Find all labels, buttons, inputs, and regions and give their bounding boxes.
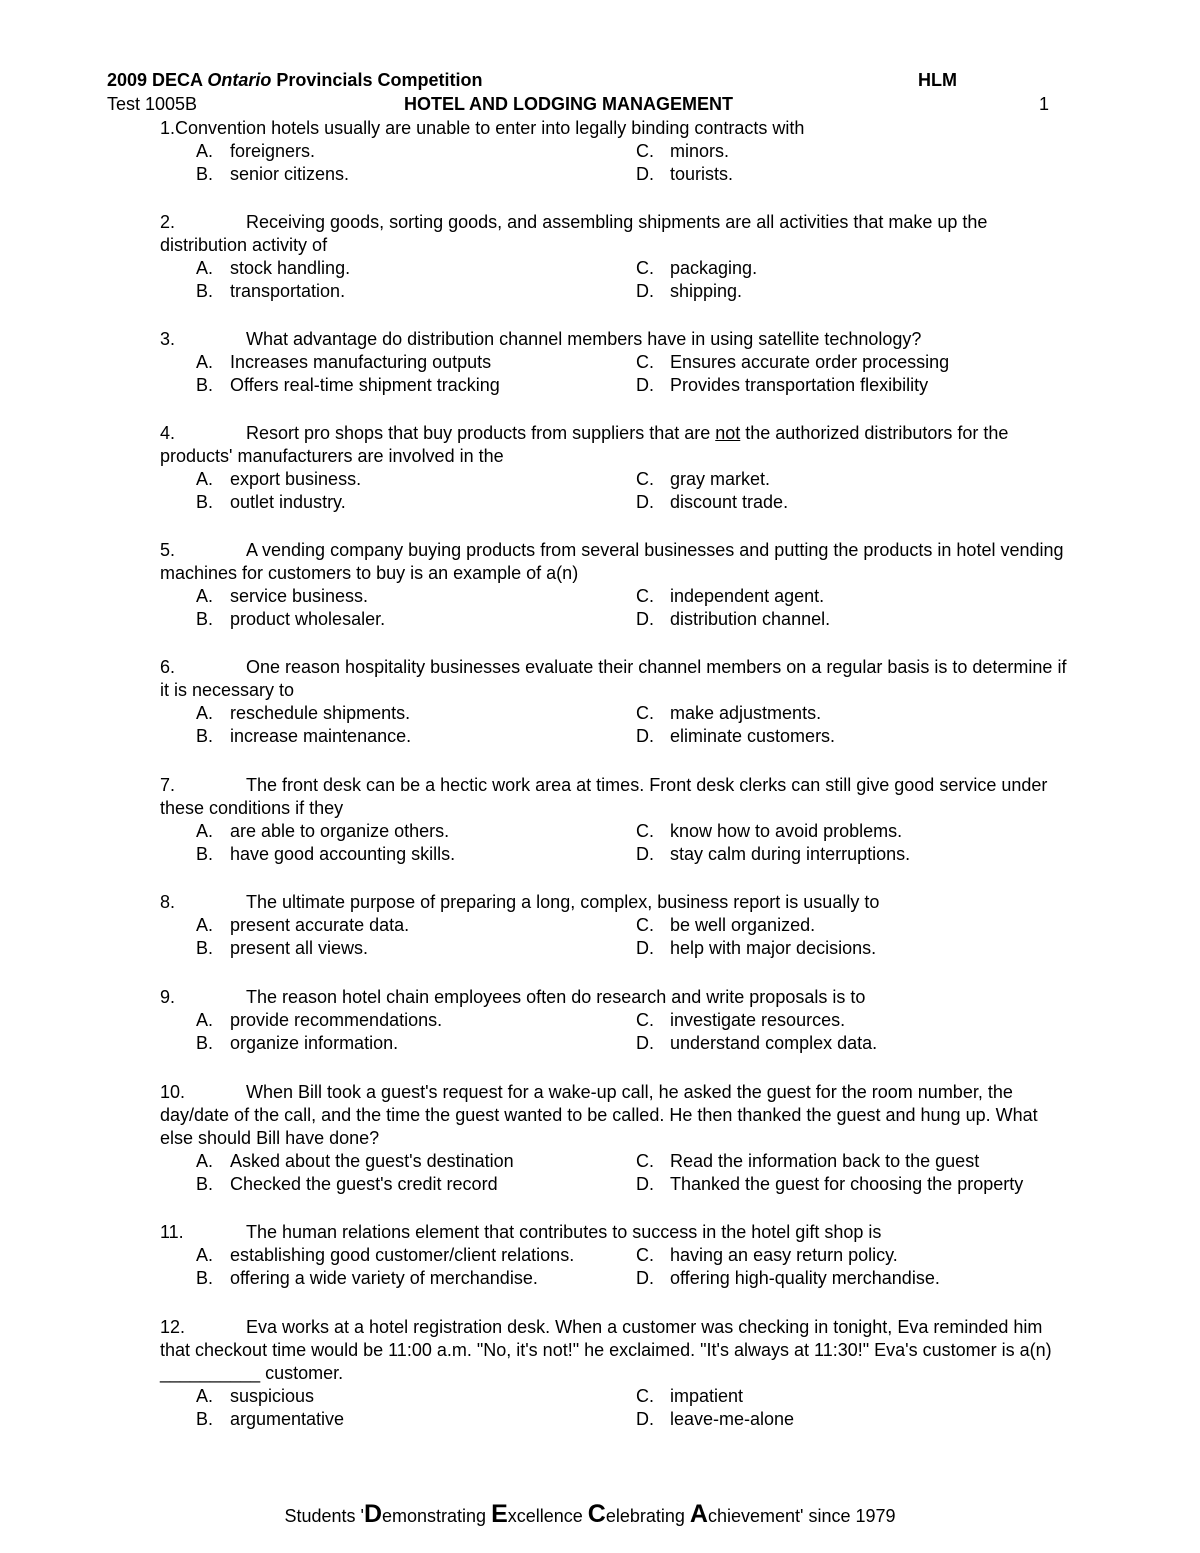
event-code: HLM [918,70,957,90]
option-b: B. transportation. [196,281,346,301]
option-c: C. having an easy return policy. [636,1245,898,1265]
option-a: A. present accurate data. [196,915,410,935]
question-7 [160,774,1070,866]
option-d: D. help with major decisions. [636,938,877,958]
option-a: A. stock handling. [196,258,351,278]
option-a: A. are able to organize others. [196,821,450,841]
option-c: C. gray market. [636,469,771,489]
option-d: D. Thanked the guest for choosing the property [636,1174,1024,1194]
question-stem: 2. Receiving goods, sorting goods, and assembling shipments are all activities that make up the distribution activity of [160,212,988,255]
footer-slogan: Students 'Demonstrating Excellence Celebrating Achievement' since 1979 [284,1500,896,1528]
answer-options [196,1150,1070,1196]
question-6 [160,656,1070,748]
answer-options [196,1385,1070,1431]
option-c: C. packaging. [636,258,758,278]
question-9 [160,986,1070,1055]
option-b: B. product wholesaler. [196,609,386,629]
question-2 [160,211,1070,303]
header-line-2 [107,94,1049,116]
option-a: A. Asked about the guest's destination [196,1151,514,1171]
question-stem: 6. One reason hospitality businesses evaluate their channel members on a regular basis is to determine if it is necessary to [160,657,1067,700]
competition-title: 2009 DECA Ontario Provincials Competition [107,70,483,90]
question-stem: 3. What advantage do distribution channel members have in using satellite technology? [160,329,922,349]
answer-options [196,914,1070,960]
question-1 [160,117,1070,186]
option-b: B. present all views. [196,938,369,958]
answer-options [196,585,1070,631]
option-b: B. Checked the guest's credit record [196,1174,498,1194]
question-stem: 7. The front desk can be a hectic work area at times. Front desk clerks can still give good service under these conditions if they [160,775,1048,818]
question-stem: 8. The ultimate purpose of preparing a long, complex, business report is usually to [160,892,880,912]
option-b: B. organize information. [196,1033,399,1053]
question-8 [160,891,1070,960]
option-b: B. outlet industry. [196,492,346,512]
option-c: C. minors. [636,141,730,161]
option-d: D. discount trade. [636,492,789,512]
option-c: C. make adjustments. [636,703,822,723]
option-c: C. know how to avoid problems. [636,821,903,841]
answer-options [196,140,1070,186]
answer-options [196,351,1070,397]
answer-options [196,257,1070,303]
option-d: D. eliminate customers. [636,726,836,746]
option-a: A. service business. [196,586,369,606]
answer-options [196,468,1070,514]
question-stem: 5. A vending company buying products from several businesses and putting the products in hotel vending machines for customers to buy is an example of a(n) [160,540,1064,583]
question-5 [160,539,1070,631]
answer-options [196,1244,1070,1290]
test-id: Test 1005B [107,94,198,114]
option-a: A. reschedule shipments. [196,703,411,723]
option-d: D. offering high-quality merchandise. [636,1268,940,1288]
option-c: C. independent agent. [636,586,825,606]
option-a: A. foreigners. [196,141,316,161]
option-a: A. export business. [196,469,362,489]
option-c: C. Ensures accurate order processing [636,352,950,372]
question-12 [160,1316,1070,1431]
option-b: B. have good accounting skills. [196,844,456,864]
option-d: D. leave-me-alone [636,1409,795,1429]
question-11 [160,1221,1070,1290]
question-stem: 1.Convention hotels usually are unable to enter into legally binding contracts with [160,118,805,138]
question-stem: 12. Eva works at a hotel registration desk. When a customer was checking in tonight, Eva reminded him that checkout time would be 11:00 a.m. "No, it's not!" he exclaimed. "It's always at 11:30!" Eva's customer is a(n) __________ customer. [160,1317,1052,1383]
emphasis-not: not [715,423,741,443]
option-d: D. shipping. [636,281,743,301]
option-d: D. distribution channel. [636,609,831,629]
option-c: C. investigate resources. [636,1010,846,1030]
subject-title: HOTEL AND LODGING MANAGEMENT [404,94,733,114]
question-stem: 11. The human relations element that contributes to success in the hotel gift shop is [160,1222,882,1242]
question-3 [160,328,1070,397]
option-b: B. argumentative [196,1409,345,1429]
page-number: 1 [1038,94,1049,114]
option-b: B. increase maintenance. [196,726,412,746]
option-d: D. Provides transportation flexibility [636,375,929,395]
option-c: C. impatient [636,1386,744,1406]
header-line-1 [107,70,957,94]
option-b: B. offering a wide variety of merchandise. [196,1268,538,1288]
option-d: D. stay calm during interruptions. [636,844,911,864]
question-stem: 4. Resort pro shops that buy products from suppliers that are not the authorized distributors for the products' manufacturers are involved in the [160,423,1009,466]
answer-options [196,820,1070,866]
option-c: C. be well organized. [636,915,816,935]
option-a: A. establishing good customer/client relations. [196,1245,575,1265]
question-10 [160,1081,1070,1196]
option-c: C. Read the information back to the guest [636,1151,980,1171]
option-a: A. provide recommendations. [196,1010,443,1030]
option-d: D. tourists. [636,164,734,184]
option-d: D. understand complex data. [636,1033,878,1053]
question-4 [160,422,1070,514]
answer-options [196,702,1070,748]
answer-options [196,1009,1070,1055]
option-a: A. Increases manufacturing outputs [196,352,492,372]
option-b: B. Offers real-time shipment tracking [196,375,500,395]
option-b: B. senior citizens. [196,164,350,184]
option-a: A. suspicious [196,1386,315,1406]
question-stem: 10. When Bill took a guest's request for a wake-up call, he asked the guest for the room number, the day/date of the call, and the time the guest wanted to be called. He then thanked the guest and hung up. What else should Bill have done? [160,1082,1038,1148]
question-stem: 9. The reason hotel chain employees often do research and write proposals is to [160,987,866,1007]
